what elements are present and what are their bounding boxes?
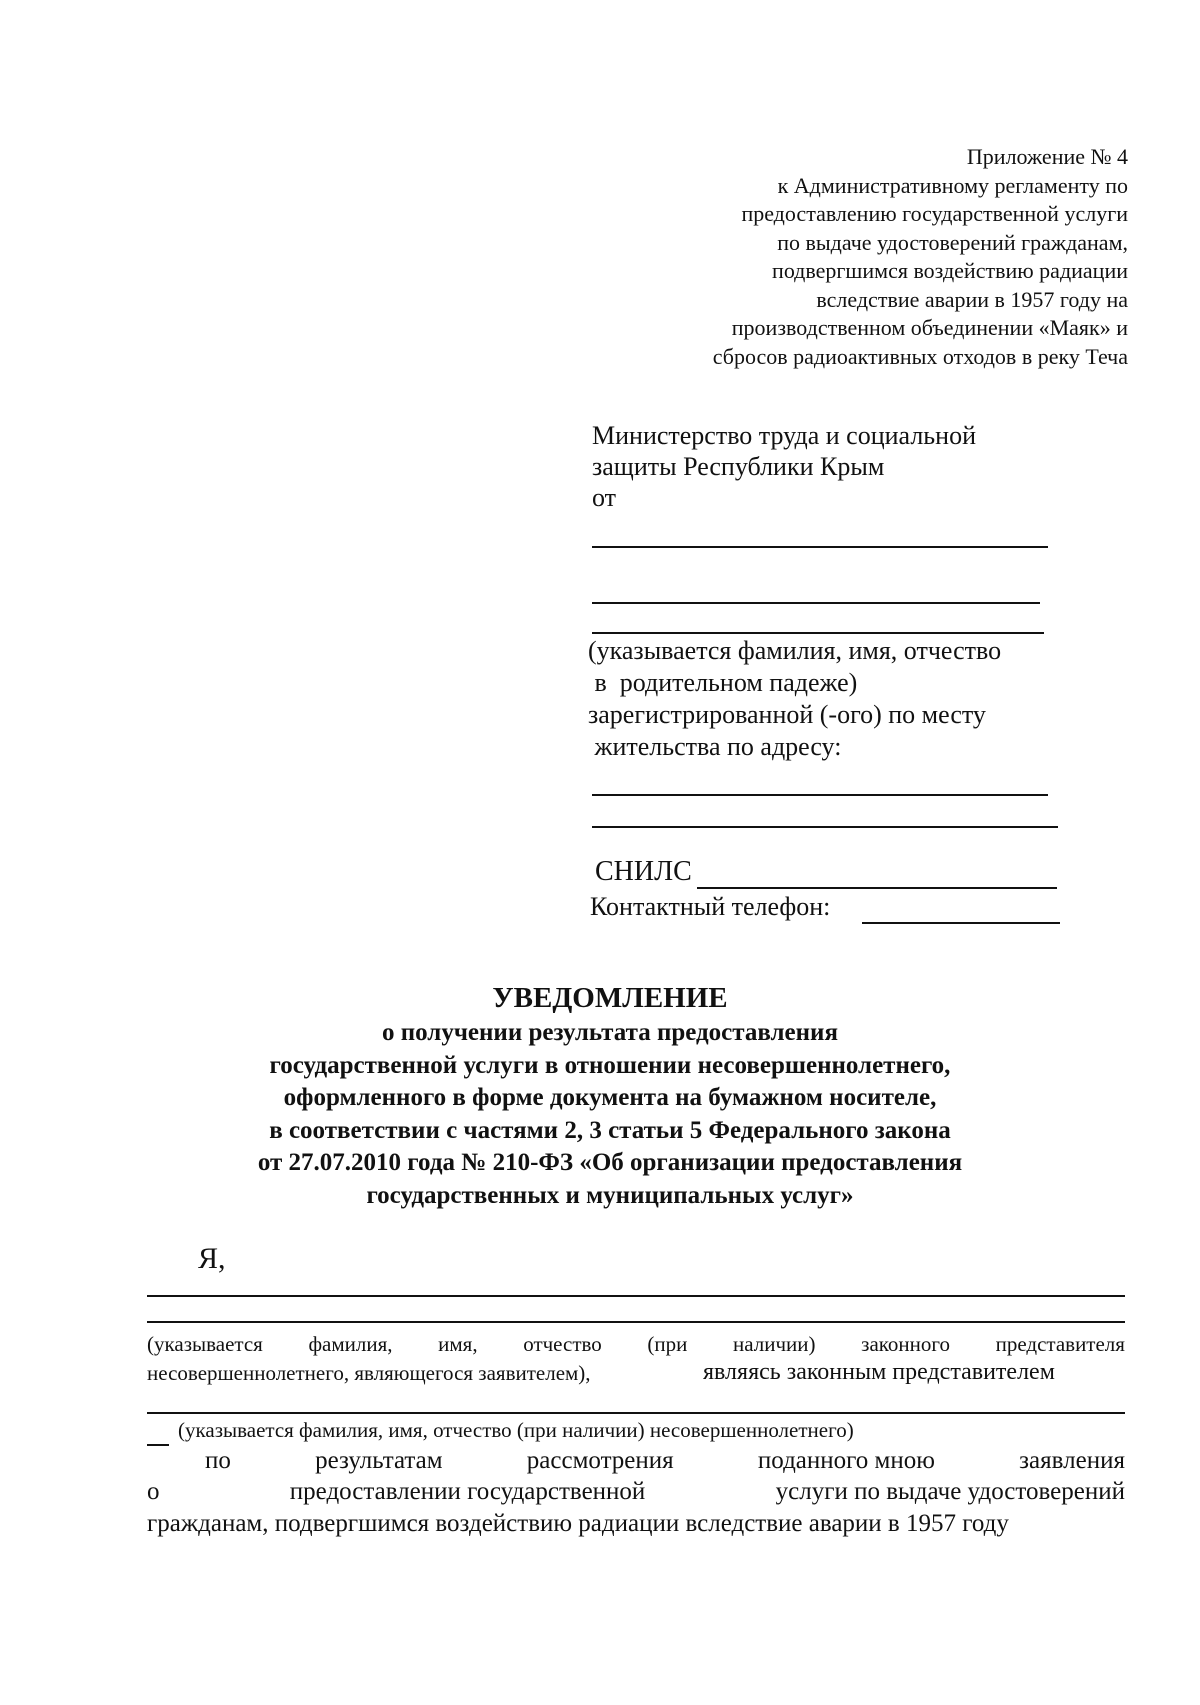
applicant-name-blank[interactable] [592, 632, 1044, 634]
title-line: в соответствии с частями 2, 3 статьи 5 Федерального закона [269, 1116, 951, 1144]
phone-blank[interactable] [862, 922, 1060, 924]
title-line: о получении результата предоставления [381, 1019, 838, 1046]
title-line: государственных и муниципальных услуг» [366, 1181, 854, 1209]
paragraph-line [147, 1477, 1125, 1507]
para-word: о [147, 1478, 160, 1505]
address-blank[interactable] [592, 794, 1048, 796]
note-word: отчество [523, 1332, 602, 1356]
ya-label: Я, [198, 1242, 226, 1275]
note-word: наличии) [733, 1332, 816, 1356]
appendix-line: сбросов радиоактивных отходов в реку Теча [712, 343, 1128, 369]
title-line: государственной услуги в отношении несовершеннолетнего, [269, 1051, 951, 1079]
representative-name-blank[interactable] [147, 1321, 1125, 1323]
snils-blank[interactable] [697, 887, 1057, 889]
minor-name-blank-short[interactable] [147, 1444, 169, 1446]
appendix-line: по выдаче удостоверений гражданам, [777, 229, 1128, 255]
being-representative-text: являясь законным представителем [703, 1359, 1055, 1385]
representative-name-blank[interactable] [147, 1295, 1125, 1297]
address-blank[interactable] [592, 826, 1058, 828]
paragraph-line [205, 1446, 1125, 1476]
note-word: (указывается [147, 1332, 263, 1356]
note-word: (при [647, 1332, 688, 1356]
appendix-header [713, 143, 1128, 371]
appendix-line: вследствие аварии в 1957 году на [816, 286, 1128, 312]
from-label: от [592, 483, 617, 512]
para-word: рассмотрения [526, 1447, 674, 1474]
para-word: по [205, 1447, 231, 1474]
note-word: фамилия, [308, 1332, 393, 1356]
applicant-name-blank[interactable] [592, 602, 1040, 604]
note-line: (указывается фамилия, имя, отчество [588, 636, 1002, 665]
note-word: имя, [438, 1332, 478, 1356]
appendix-line: производственном объединении «Маяк» и [731, 315, 1128, 340]
para-word: результатам [315, 1447, 443, 1474]
minor-note: (указывается фамилия, имя, отчество (при наличии) несовершеннолетнего) [178, 1418, 854, 1442]
appendix-line: предоставлению государственной услуги [741, 201, 1128, 226]
title-main: УВЕДОМЛЕНИЕ [492, 982, 728, 1014]
document-title [0, 980, 1200, 1212]
ministry-line: защиты Республики Крым [592, 452, 885, 481]
note-line: зарегистрированной (-ого) по месту [588, 700, 986, 729]
para-word: услуги по выдаче удостоверений [775, 1478, 1125, 1505]
snils-label: СНИЛС [595, 856, 692, 887]
addressee-block [592, 420, 976, 513]
note-line: жительства по адресу: [588, 732, 842, 761]
note-line: в родительном падеже) [588, 668, 858, 697]
ministry-line: Министерство труда и социальной [592, 421, 976, 450]
appendix-line: Приложение № 4 [966, 144, 1128, 169]
applicant-note [588, 635, 1001, 763]
note-word: законного [861, 1332, 950, 1356]
para-word: поданного мною [757, 1447, 935, 1474]
title-line: от 27.07.2010 года № 210-ФЗ «Об организации предоставления [257, 1149, 963, 1176]
representative-note [147, 1330, 1125, 1358]
appendix-line: к Административному регламенту по [777, 172, 1128, 198]
phone-label: Контактный телефон: [590, 892, 831, 921]
note-word: представителя [995, 1332, 1125, 1356]
appendix-line: подвергшимся воздействию радиации [772, 258, 1128, 283]
para-word: заявления [1019, 1447, 1125, 1474]
applicant-name-blank[interactable] [592, 546, 1048, 548]
representative-note-line2: несовершеннолетнего, являющегося заявителем), [147, 1361, 591, 1385]
paragraph-line: гражданам, подвергшимся воздействию радиации вследствие аварии в 1957 году [147, 1510, 1009, 1537]
minor-name-blank[interactable] [147, 1412, 1125, 1414]
title-line: оформленного в форме документа на бумажном носителе, [283, 1084, 937, 1111]
para-word: предоставлении государственной [289, 1478, 646, 1505]
